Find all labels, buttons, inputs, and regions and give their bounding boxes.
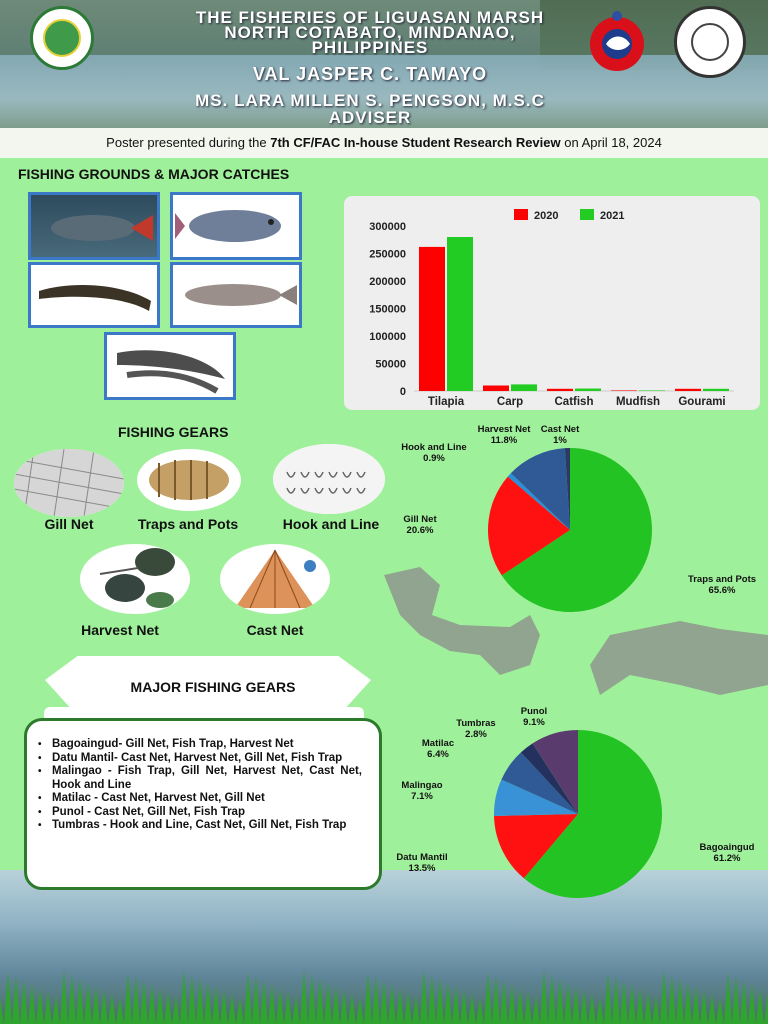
legend-label: 2020 bbox=[534, 210, 559, 222]
fishing-grounds-title: FISHING GROUNDS & MAJOR CATCHES bbox=[18, 166, 290, 182]
pie-value-label: 2.8% bbox=[465, 729, 487, 740]
pie-value-label: 1% bbox=[553, 435, 567, 446]
bar-carp-2021 bbox=[511, 384, 537, 391]
presented-strip bbox=[0, 128, 768, 158]
y-tick-label: 250000 bbox=[369, 248, 406, 261]
university-seal-icon bbox=[43, 19, 81, 57]
pie-value-label: 20.6% bbox=[406, 525, 434, 536]
x-tick-label: Tilapia bbox=[427, 396, 465, 408]
pie-label: Bagoaingud bbox=[699, 842, 755, 853]
pie-value-label: 65.6% bbox=[708, 585, 736, 596]
y-tick-label: 100000 bbox=[369, 331, 406, 343]
pie-value-label: 13.5% bbox=[408, 863, 436, 874]
harvest-net-photo bbox=[80, 544, 190, 614]
y-tick-label: 150000 bbox=[369, 303, 406, 316]
trap-icon bbox=[137, 449, 241, 511]
fishing-gears-title: FISHING GEARS bbox=[118, 424, 229, 440]
bar-mudfish-2020 bbox=[611, 390, 637, 391]
fish-icon bbox=[107, 335, 233, 397]
list-item: • Punol - Cast Net, Gill Net, Fish Trap bbox=[32, 806, 362, 820]
major-gears-list bbox=[32, 738, 362, 833]
bar-catfish-2020 bbox=[547, 389, 573, 391]
bar-tilapia-2021 bbox=[447, 237, 473, 391]
legend-swatch bbox=[580, 209, 594, 220]
pie-label: Traps and Pots bbox=[687, 574, 757, 585]
grass-decoration bbox=[0, 960, 768, 1024]
list-item: • Bagoaingud- Gill Net, Fish Trap, Harvest Net bbox=[32, 738, 362, 752]
cast-net-photo bbox=[220, 544, 330, 614]
gear-usage-pie-chart bbox=[380, 420, 768, 620]
carp-photo bbox=[170, 262, 302, 328]
pie-value-label: 6.4% bbox=[427, 749, 449, 760]
list-item: • Datu Mantil- Cast Net, Harvest Net, Gill Net, Fish Trap bbox=[32, 752, 362, 766]
fish-icon bbox=[173, 265, 299, 325]
cast-net-icon bbox=[220, 544, 330, 614]
presented-prefix: Poster presented during the bbox=[106, 135, 271, 150]
y-tick-label: 300000 bbox=[369, 221, 406, 233]
list-item: • Matilac - Cast Net, Harvest Net, Gill Net bbox=[32, 792, 362, 806]
tilapia-photo bbox=[28, 192, 160, 260]
catch-bar-chart-panel bbox=[344, 196, 760, 410]
pie-label: Matilac bbox=[421, 738, 455, 749]
barangay-gear-pie-chart bbox=[380, 700, 768, 900]
pie-label: Harvest Net bbox=[477, 424, 531, 435]
fish-icon bbox=[31, 265, 157, 325]
pie-label: Cast Net bbox=[540, 424, 580, 435]
gear-label-harvest-net: Harvest Net bbox=[81, 622, 159, 638]
bar-gourami-2020 bbox=[675, 389, 701, 391]
pie-value-label: 61.2% bbox=[713, 853, 741, 864]
college-logo bbox=[674, 6, 746, 78]
pie-label: Gill Net bbox=[403, 514, 437, 525]
pie-value-label: 0.9% bbox=[423, 453, 445, 464]
list-item: • Tumbras - Hook and Line, Cast Net, Gill Net, Fish Trap bbox=[32, 819, 362, 833]
fish-icon bbox=[31, 195, 157, 257]
y-tick-label: 0 bbox=[399, 386, 406, 398]
pie-value-label: 11.8% bbox=[490, 435, 518, 446]
presented-text bbox=[0, 135, 768, 150]
pie-label: Hook and Line bbox=[401, 442, 467, 453]
pie-label: Punol bbox=[520, 706, 548, 717]
gear-label-traps-and-pots: Traps and Pots bbox=[137, 516, 239, 532]
adviser-role: ADVISER bbox=[328, 108, 412, 127]
hook-and-line-photo bbox=[273, 444, 385, 514]
presented-event: 7th CF/FAC In-house Student Research Review bbox=[270, 135, 561, 150]
college-seal-icon bbox=[691, 23, 729, 61]
presented-suffix: on April 18, 2024 bbox=[560, 135, 662, 150]
hook-icon bbox=[273, 444, 385, 514]
major-fishing-gears-title: MAJOR FISHING GEARS bbox=[130, 679, 296, 695]
pie-label: Datu Mantil bbox=[396, 852, 448, 863]
gear-label-cast-net: Cast Net bbox=[246, 622, 304, 638]
x-tick-label: Carp bbox=[496, 396, 524, 408]
y-tick-label: 50000 bbox=[375, 358, 406, 371]
poster-title-line-2: NORTH COTABATO, MINDANAO, bbox=[224, 23, 516, 42]
legend-swatch bbox=[514, 209, 528, 220]
bar-gourami-2021 bbox=[703, 389, 729, 391]
x-tick-label: Gourami bbox=[678, 396, 726, 408]
adviser-name: MS. LARA MILLEN S. PENGSON, M.S.C bbox=[195, 91, 545, 110]
legend-label: 2021 bbox=[600, 210, 625, 222]
harvest-net-icon bbox=[80, 544, 190, 614]
tilapia-photo-2 bbox=[170, 192, 302, 260]
net-icon bbox=[14, 449, 124, 517]
bar-mudfish-2021 bbox=[639, 390, 665, 391]
catch-bar-chart bbox=[344, 196, 760, 410]
bar-catfish-2021 bbox=[575, 389, 601, 391]
x-tick-label: Catfish bbox=[554, 396, 594, 408]
header-banner bbox=[0, 0, 768, 128]
poster-title-line-3: PHILIPPINES bbox=[311, 38, 429, 57]
university-logo bbox=[30, 6, 94, 70]
pie-value-label: 9.1% bbox=[523, 717, 545, 728]
x-tick-label: Mudfish bbox=[615, 396, 661, 408]
pie-label: Malingao bbox=[401, 780, 443, 791]
pie-label: Tumbras bbox=[456, 718, 496, 729]
bar-tilapia-2020 bbox=[419, 247, 445, 391]
catfish-photo bbox=[104, 332, 236, 400]
author-name: VAL JASPER C. TAMAYO bbox=[252, 64, 488, 84]
list-item: • Malingao - Fish Trap, Gill Net, Harvest Net, Cast Net, Hook and Line bbox=[32, 765, 362, 792]
pie-value-label: 7.1% bbox=[411, 791, 433, 802]
poster-title-line-1: THE FISHERIES OF LIGUASAN MARSH bbox=[195, 8, 545, 27]
traps-and-pots-photo bbox=[137, 449, 241, 511]
bar-carp-2020 bbox=[483, 386, 509, 392]
gear-label-hook-and-line: Hook and Line bbox=[282, 516, 380, 532]
gear-label-gill-net: Gill Net bbox=[44, 516, 94, 532]
gill-net-photo bbox=[14, 449, 124, 517]
mudfish-photo bbox=[28, 262, 160, 328]
fish-icon bbox=[173, 195, 299, 257]
y-tick-label: 200000 bbox=[369, 276, 406, 288]
